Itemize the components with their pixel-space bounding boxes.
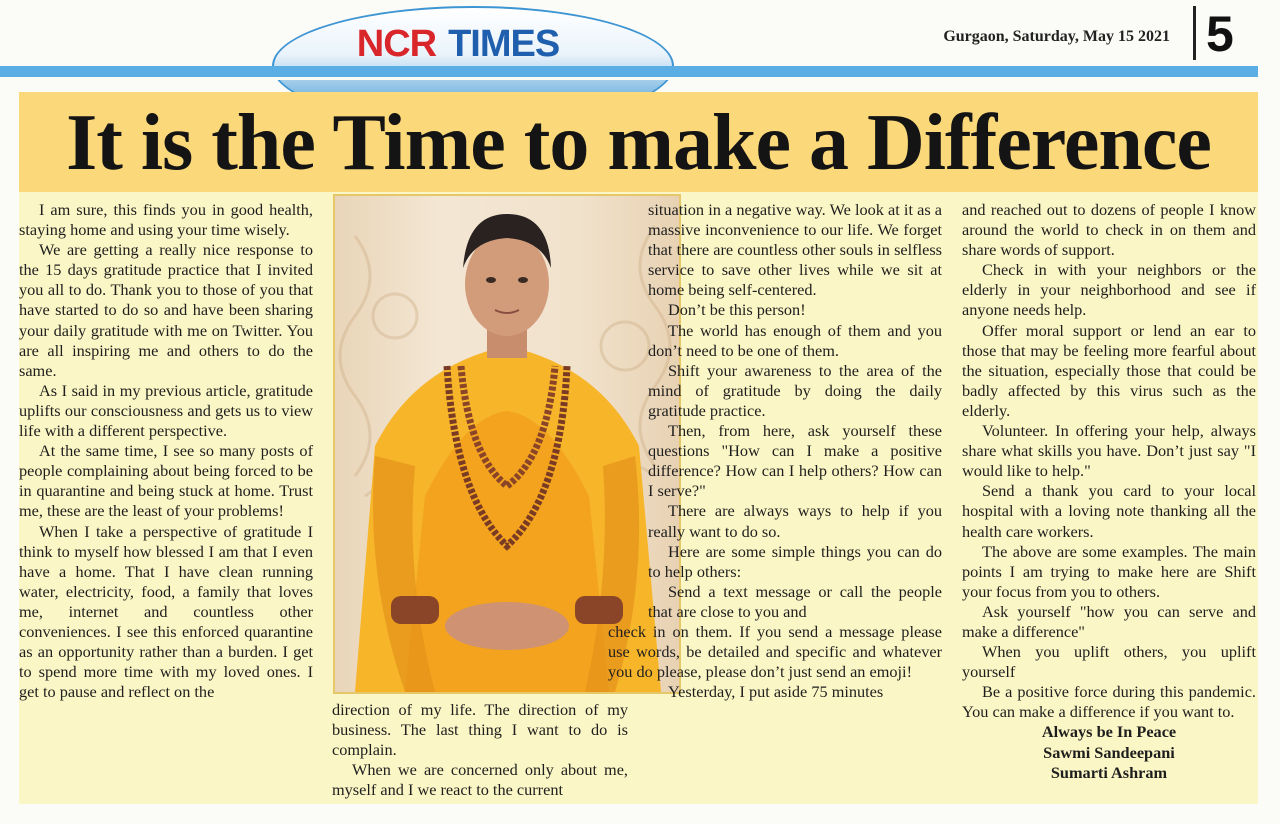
masthead-rule: [0, 66, 1258, 77]
paragraph: Here are some simple things you can do to help others:: [648, 541, 942, 581]
paragraph: When I take a perspective of gratitude I think to myself how blessed I am that I even have a home. That I have clean running water, electricity, food, a family that loves me, internet and countless other conveniences. I see this enforced quarantine as an opportunity rather than a burden. I get to spend more time with my loved ones. I get to pause and reflect on the: [19, 521, 313, 702]
paragraph: When we are concerned only about me, myself and I we react to the current: [332, 760, 628, 800]
logo-ncr: NCR: [356, 23, 437, 65]
paragraph: and reached out to dozens of people I know around the world to check in on them and share words of support.: [962, 200, 1256, 260]
paragraph: As I said in my previous article, gratitude uplifts our consciousness and gets us to view life with a different perspective.: [19, 380, 313, 441]
column-1: [19, 200, 313, 802]
paragraph: situation in a negative way. We look at it as a massive inconvenience to our life. We forget that there are countless other souls in selfless service to save other lives while we sit at home being self-centered.: [648, 200, 942, 300]
paragraph: There are always ways to help if you really want to do so.: [648, 501, 942, 541]
column-2: [332, 700, 628, 800]
portrait-illustration: [335, 196, 679, 692]
newspaper-logo: [340, 22, 576, 66]
paragraph: check in on them. If you send a message please use words, be detailed and specific and whatever you do please, please don’t just send an emoji!: [608, 621, 942, 682]
paragraph: I am sure, this finds you in good health, staying home and using your time wisely.: [19, 200, 313, 240]
signature-line: Always be In Peace: [1041, 722, 1177, 742]
paragraph: Be a positive force during this pandemic. You can make a difference if you want to.: [962, 682, 1256, 722]
logo-times: TIMES: [448, 23, 560, 65]
column-4: [962, 200, 1256, 802]
dateline: Gurgaon, Saturday, May 15 2021: [943, 28, 1170, 45]
headline: It is the Time to make a Difference: [66, 99, 1211, 187]
paragraph: Then, from here, ask yourself these questions "How can I make a positive difference? How can I help others? How can I serve?": [648, 421, 942, 501]
paragraph: When you uplift others, you uplift yourself: [962, 642, 1256, 682]
paragraph: Shift your awareness to the area of the mind of gratitude by doing the daily gratitude practice.: [648, 360, 942, 420]
paragraph: Ask yourself "how you can serve and make a difference": [962, 601, 1256, 641]
masthead-divider: [1193, 6, 1196, 60]
paragraph: Send a text message or call the people that are close to you and: [648, 581, 942, 621]
paragraph: Yesterday, I put aside 75 minutes: [668, 682, 884, 702]
page-number: 5: [1206, 6, 1234, 62]
signature-name: Sawmi Sandeepani: [1043, 742, 1175, 762]
author-photo: [333, 194, 681, 694]
paragraph: At the same time, I see so many posts of people complaining about being forced to be in quarantine and being stuck at home. Trust me, these are the least of your problems!: [19, 441, 313, 521]
column-3: [608, 200, 942, 802]
paragraph: Volunteer. In offering your help, always share what skills you have. Don’t just say "I would like to help.": [962, 421, 1256, 481]
paragraph: Send a thank you card to your local hospital with a loving note thanking all the health care workers.: [962, 481, 1256, 541]
paragraph: Don’t be this person!: [668, 300, 806, 320]
signature-ashram: Sumarti Ashram: [1050, 762, 1168, 782]
paragraph: Offer moral support or lend an ear to those that may be feeling more fearful about the situation, especially those that could be badly affected by this virus such as the elderly.: [962, 320, 1256, 420]
paragraph: The world has enough of them and you don’t need to be one of them.: [648, 320, 942, 360]
article: [19, 92, 1258, 804]
paragraph: direction of my life. The direction of my business. The last thing I want to do is complain.: [332, 700, 628, 760]
paragraph: We are getting a really nice response to the 15 days gratitude practice that I invited you all to do. Thank you to those of you that have started to do so and have been sharing your daily gratitude with me on Twitter. You are all inspiring me and others to do the same.: [19, 240, 313, 380]
paragraph: The above are some examples. The main points I am trying to make here are Shift your focus from you to others.: [962, 541, 1256, 601]
headline-band: [19, 92, 1258, 192]
paragraph: Check in with your neighbors or the elderly in your neighborhood and see if anyone needs help.: [962, 260, 1256, 320]
